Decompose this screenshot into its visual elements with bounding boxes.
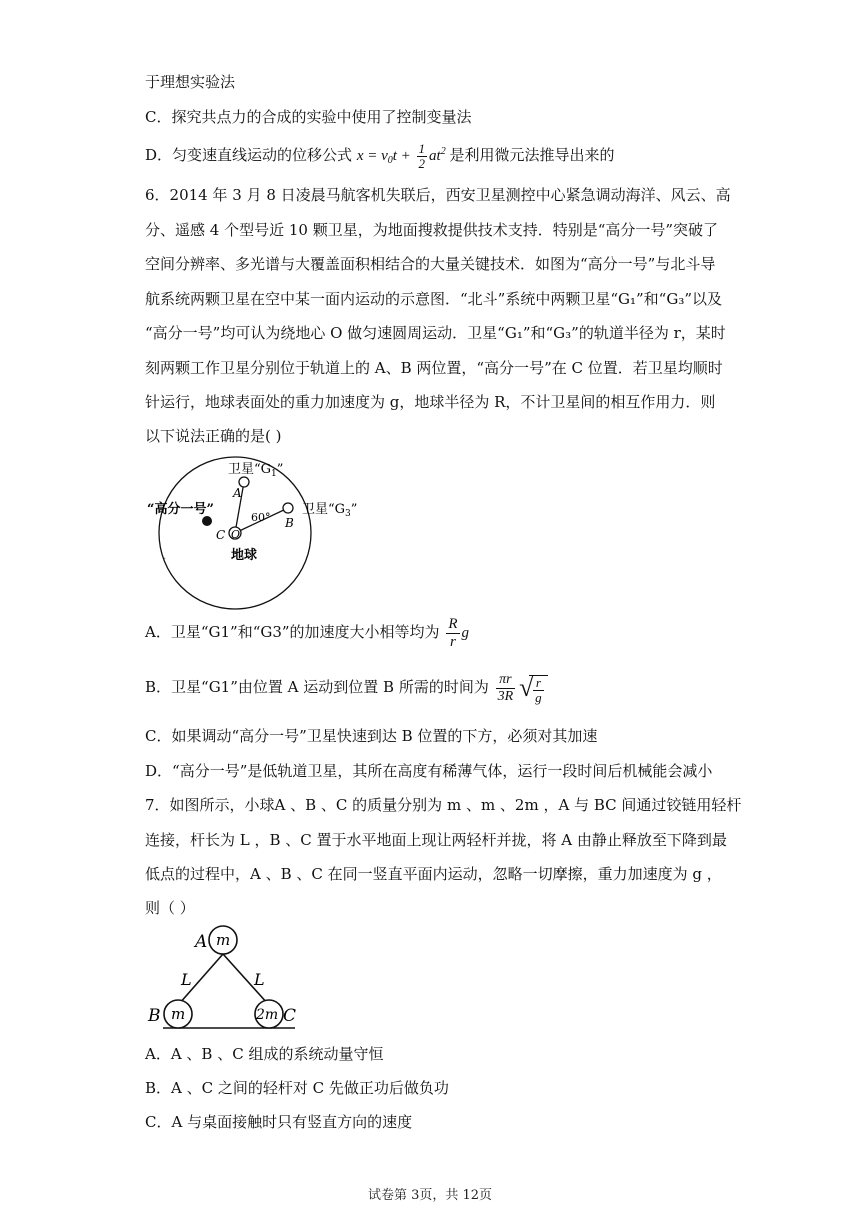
- half-fraction: $\frac{1}{2}$: [418, 141, 426, 172]
- mass-ball-c: 2m: [256, 1007, 279, 1023]
- label-earth: 地球: [231, 548, 258, 563]
- label-point-a: A: [233, 486, 242, 500]
- q6-line-5: “高分一号”均可认为绕地心 O 做匀速圆周运动．卫星“G₁”和“G₃”的轨道半径为 r，某时: [145, 324, 726, 342]
- label-angle: 60°: [251, 511, 271, 524]
- time-formula: $\frac{\pi r}{3R}$ √ $\frac{r}{g}$: [494, 680, 548, 696]
- mass-ball-a: m: [216, 931, 231, 949]
- q6-line-8: 以下说法正确的是( ): [145, 427, 282, 445]
- label-point-c: C: [216, 528, 226, 542]
- label-rod-left: L: [181, 970, 192, 989]
- label-ball-c: C: [283, 1006, 297, 1026]
- label-center-o: O: [231, 528, 241, 541]
- satellite-g3-dot: [283, 503, 293, 513]
- q6-line-7: 针运行，地球表面处的重力加速度为 g，地球半径为 R，不计卫星间的相互作用力．则: [145, 393, 716, 411]
- page-footer: 试卷第 3页，共 12页: [367, 1188, 493, 1203]
- label-g1: 卫星“$G_1$”: [228, 462, 284, 479]
- q6-option-b: B．卫星“G1”由位置 A 运动到位置 B 所需的时间为 $\frac{\pi r}{3R}$ √ $\frac{r}{g}$: [145, 672, 725, 705]
- label-point-b: B: [285, 516, 294, 530]
- orbit-diagram: [145, 455, 375, 615]
- label-ball-b: B: [148, 1006, 161, 1026]
- q6-option-a: A．卫星“G1”和“G3”的加速度大小相等均为 $\frac{R}{r}$ g: [145, 616, 470, 650]
- q6-line-2: 分、遥感 4 个型号近 10 颗卫星，为地面搜救提供技术支持．特别是“高分一号”突破了: [145, 221, 719, 239]
- q6-line-6: 刻两颗工作卫星分别位于轨道上的 A、B 两位置，“高分一号”在 C 位置．若卫星均顺时: [145, 359, 723, 377]
- q7-option-a: A．A 、B 、C 组成的系统动量守恒: [145, 1045, 384, 1063]
- q7-line-2: 连接，杆长为 L ，B 、C 置于水平地面上现让两轻杆并拢，将 A 由静止释放至下降到最: [145, 831, 727, 849]
- q7-option-c: C．A 与桌面接触时只有竖直方向的速度: [145, 1113, 413, 1131]
- q7-line-1: 7．如图所示，小球A 、B 、C 的质量分别为 m 、m 、2m ，A 与 BC 间通过铰链用轻杆: [145, 796, 742, 814]
- svg-text:.: .: [163, 551, 167, 562]
- label-gaofen: “高分一号”: [147, 502, 214, 517]
- q6-option-c: C．如果调动“高分一号”卫星快速到达 B 位置的下方，必须对其加速: [145, 727, 598, 745]
- q7-line-4: 则（ ）: [145, 899, 195, 917]
- q6-line-1: 6．2014 年 3 月 8 日凌晨马航客机失联后，西安卫星测控中心紧急调动海洋、风云、高: [145, 186, 731, 204]
- q7-line-3: 低点的过程中，A 、B 、C 在同一竖直平面内运动，忽略一切摩擦，重力加速度为 g ，: [145, 865, 722, 883]
- rod-ball-diagram: [145, 922, 305, 1032]
- option-d-line: [145, 142, 725, 171]
- option-d-tail: 是利用微元法推导出来的: [449, 146, 615, 164]
- option-d-text: D．匀变速直线运动的位移公式: [145, 146, 353, 164]
- q6-line-4: 航系统两颗卫星在空中某一面内运动的示意图．“北斗”系统中两颗卫星“G₁”和“G₃”以及: [145, 290, 723, 308]
- option-c-line: C．探究共点力的合成的实验中使用了控制变量法: [145, 108, 472, 126]
- label-ball-a: A: [195, 932, 208, 952]
- label-g3: 卫星“$G_3$”: [302, 502, 358, 519]
- text-line: 于理想实验法: [145, 73, 236, 91]
- gaofen-satellite-dot: [202, 516, 212, 526]
- q6-option-d: D．“高分一号”是低轨道卫星，其所在高度有稀薄气体，运行一段时间后机械能会减小: [145, 762, 713, 780]
- q6-line-3: 空间分辨率、多光谱与大覆盖面积相结合的大量关键技术．如图为“高分一号”与北斗导: [145, 255, 716, 273]
- label-rod-right: L: [254, 970, 265, 989]
- displacement-formula: $x = v_0t$ + $\frac{1}{2}$ $at^2$: [356, 141, 446, 172]
- acceleration-formula: $\frac{R}{r}$ g: [448, 616, 470, 650]
- mass-ball-b: m: [171, 1005, 186, 1023]
- q7-option-b: B．A 、C 之间的轻杆对 C 先做正功后做负功: [145, 1079, 449, 1097]
